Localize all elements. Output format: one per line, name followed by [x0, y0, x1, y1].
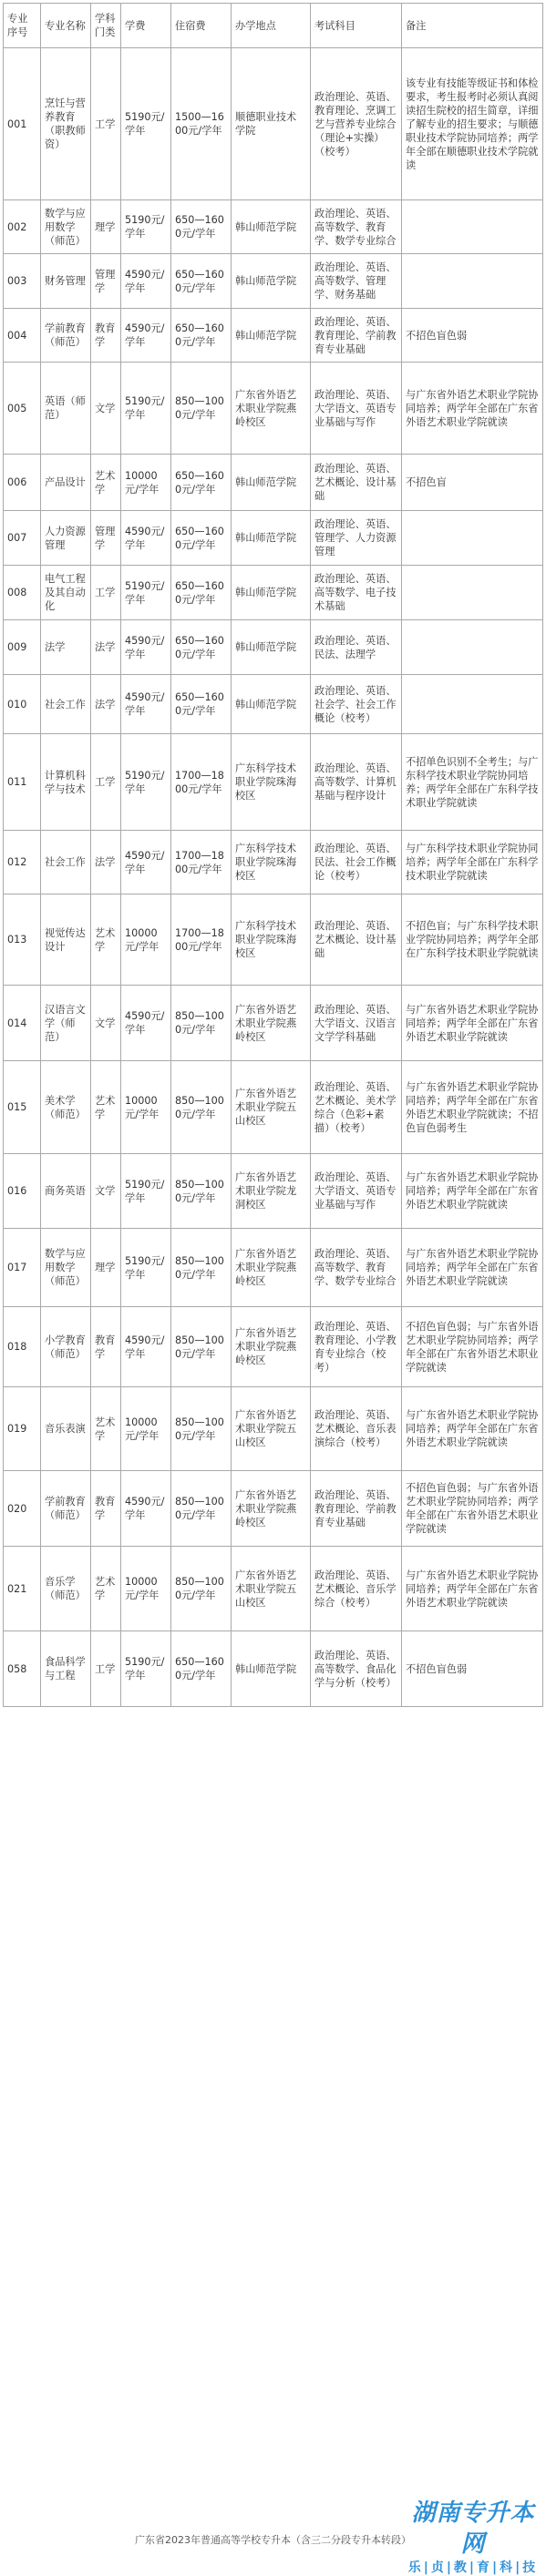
cell-subjects: 政治理论、英语、民法、法理学	[311, 620, 402, 675]
table-header-row	[4, 4, 543, 48]
cell-accommodation: 650—1600元/学年	[171, 455, 232, 511]
cell-accommodation: 850—1000元/学年	[171, 986, 232, 1061]
table-row	[4, 309, 543, 363]
table-row	[4, 1229, 543, 1307]
cell-remarks: 不招色盲色弱	[402, 309, 543, 363]
cell-name: 财务管理	[41, 254, 91, 309]
cell-tuition: 4590元/学年	[121, 1471, 171, 1547]
header-accommodation: 住宿费	[171, 4, 232, 48]
cell-tuition: 4590元/学年	[121, 1307, 171, 1387]
cell-remarks: 不招色盲色弱；与广东省外语艺术职业学院协同培养；两学年全部在广东省外语艺术职业学院就读	[402, 1307, 543, 1387]
cell-remarks	[402, 511, 543, 566]
cell-accommodation: 650—1600元/学年	[171, 566, 232, 620]
cell-tuition: 5190元/学年	[121, 1631, 171, 1707]
cell-subjects: 政治理论、英语、艺术概论、设计基础	[311, 894, 402, 986]
table-row	[4, 455, 543, 511]
cell-category: 文学	[91, 986, 121, 1061]
cell-code: 020	[4, 1471, 41, 1547]
cell-category: 工学	[91, 1631, 121, 1707]
cell-subjects: 政治理论、英语、艺术概论、音乐表演综合（校考）	[311, 1387, 402, 1471]
cell-location: 韩山师范学院	[232, 254, 311, 309]
cell-location: 韩山师范学院	[232, 511, 311, 566]
cell-subjects: 政治理论、英语、教育理论、学前教育专业基础	[311, 1471, 402, 1547]
cell-category: 工学	[91, 566, 121, 620]
cell-code: 016	[4, 1154, 41, 1229]
cell-tuition: 5190元/学年	[121, 363, 171, 455]
cell-code: 058	[4, 1631, 41, 1707]
cell-category: 工学	[91, 48, 121, 200]
cell-subjects: 政治理论、英语、高等数学、管理学、财务基础	[311, 254, 402, 309]
header-location: 办学地点	[232, 4, 311, 48]
cell-remarks	[402, 200, 543, 254]
cell-name: 音乐学（师范）	[41, 1547, 91, 1631]
table-row	[4, 894, 543, 986]
cell-code: 013	[4, 894, 41, 986]
cell-subjects: 政治理论、英语、高等数学、计算机基础与程序设计	[311, 734, 402, 831]
cell-code: 001	[4, 48, 41, 200]
cell-location: 广东科学技术职业学院珠海校区	[232, 831, 311, 894]
table-row	[4, 831, 543, 894]
cell-code: 007	[4, 511, 41, 566]
cell-location: 韩山师范学院	[232, 1631, 311, 1707]
table-row	[4, 254, 543, 309]
cell-accommodation: 850—1000元/学年	[171, 1387, 232, 1471]
cell-name: 美术学（师范）	[41, 1061, 91, 1154]
cell-location: 广东省外语艺术职业学院燕岭校区	[232, 1229, 311, 1307]
header-remarks: 备注	[402, 4, 543, 48]
table-row	[4, 1061, 543, 1154]
table-row	[4, 566, 543, 620]
cell-name: 法学	[41, 620, 91, 675]
cell-code: 021	[4, 1547, 41, 1631]
cell-location: 广东省外语艺术职业学院五山校区	[232, 1387, 311, 1471]
cell-category: 艺术学	[91, 455, 121, 511]
cell-code: 010	[4, 675, 41, 734]
table-row	[4, 363, 543, 455]
cell-accommodation: 650—1600元/学年	[171, 1631, 232, 1707]
cell-name: 产品设计	[41, 455, 91, 511]
cell-category: 文学	[91, 1154, 121, 1229]
cell-tuition: 4590元/学年	[121, 309, 171, 363]
cell-remarks: 不招单色识别不全考生；与广东科学技术职业学院协同培养；两学年全部在广东科学技术职业学院就读	[402, 734, 543, 831]
cell-accommodation: 1700—1800元/学年	[171, 734, 232, 831]
cell-name: 烹饪与营养教育（职教师资）	[41, 48, 91, 200]
cell-subjects: 政治理论、英语、大学语文、英语专业基础与写作	[311, 1154, 402, 1229]
cell-remarks	[402, 620, 543, 675]
cell-accommodation: 850—1000元/学年	[171, 1471, 232, 1547]
cell-subjects: 政治理论、英语、大学语文、英语专业基础与写作	[311, 363, 402, 455]
cell-subjects: 政治理论、英语、高等数学、食品化学与分析（校考）	[311, 1631, 402, 1707]
cell-location: 韩山师范学院	[232, 309, 311, 363]
cell-subjects: 政治理论、英语、艺术概论、设计基础	[311, 455, 402, 511]
cell-tuition: 10000元/学年	[121, 1061, 171, 1154]
cell-location: 广东省外语艺术职业学院燕岭校区	[232, 363, 311, 455]
cell-location: 广东省外语艺术职业学院燕岭校区	[232, 1471, 311, 1547]
cell-subjects: 政治理论、英语、教育理论、烹调工艺与营养专业综合（理论+实操）（校考）	[311, 48, 402, 200]
cell-accommodation: 850—1000元/学年	[171, 1307, 232, 1387]
cell-location: 广东省外语艺术职业学院燕岭校区	[232, 986, 311, 1061]
cell-accommodation: 650—1600元/学年	[171, 254, 232, 309]
table-row	[4, 675, 543, 734]
cell-code: 005	[4, 363, 41, 455]
cell-remarks: 与广东省外语艺术职业学院协同培养；两学年全部在广东省外语艺术职业学院就读	[402, 1229, 543, 1307]
cell-accommodation: 1500—1600元/学年	[171, 48, 232, 200]
table-row	[4, 1307, 543, 1387]
cell-code: 012	[4, 831, 41, 894]
cell-name: 小学教育（师范）	[41, 1307, 91, 1387]
cell-name: 数学与应用数学（师范）	[41, 1229, 91, 1307]
cell-remarks	[402, 254, 543, 309]
cell-tuition: 4590元/学年	[121, 254, 171, 309]
cell-name: 社会工作	[41, 675, 91, 734]
cell-code: 014	[4, 986, 41, 1061]
cell-tuition: 4590元/学年	[121, 620, 171, 675]
cell-remarks	[402, 675, 543, 734]
cell-subjects: 政治理论、英语、大学语文、汉语言文学学科基础	[311, 986, 402, 1061]
cell-category: 教育学	[91, 1307, 121, 1387]
cell-name: 电气工程及其自动化	[41, 566, 91, 620]
cell-location: 韩山师范学院	[232, 455, 311, 511]
cell-code: 009	[4, 620, 41, 675]
cell-category: 艺术学	[91, 1387, 121, 1471]
table-row	[4, 200, 543, 254]
cell-name: 音乐表演	[41, 1387, 91, 1471]
cell-category: 法学	[91, 620, 121, 675]
table-row	[4, 1154, 543, 1229]
table-row	[4, 1547, 543, 1631]
cell-category: 艺术学	[91, 894, 121, 986]
brand-slogan: 乐|贞|教|育|科|技	[407, 2561, 539, 2575]
cell-code: 017	[4, 1229, 41, 1307]
cell-name: 数学与应用数学（师范）	[41, 200, 91, 254]
cell-code: 006	[4, 455, 41, 511]
cell-accommodation: 850—1000元/学年	[171, 1229, 232, 1307]
cell-tuition: 10000元/学年	[121, 894, 171, 986]
caption: 广东省2023年普通高等学校专升本（含三二分段专升本转段）	[135, 2534, 411, 2546]
cell-accommodation: 850—1000元/学年	[171, 1547, 232, 1631]
cell-name: 人力资源管理	[41, 511, 91, 566]
cell-location: 顺德职业技术学院	[232, 48, 311, 200]
cell-accommodation: 650—1600元/学年	[171, 620, 232, 675]
cell-category: 文学	[91, 363, 121, 455]
header-category: 学科门类	[91, 4, 121, 48]
cell-category: 理学	[91, 1229, 121, 1307]
table-row	[4, 511, 543, 566]
cell-category: 艺术学	[91, 1061, 121, 1154]
major-table	[3, 3, 543, 1707]
cell-accommodation: 650—1600元/学年	[171, 309, 232, 363]
cell-tuition: 10000元/学年	[121, 1547, 171, 1631]
cell-code: 011	[4, 734, 41, 831]
table-row	[4, 1387, 543, 1471]
cell-tuition: 4590元/学年	[121, 986, 171, 1061]
cell-remarks: 与广东省外语艺术职业学院协同培养；两学年全部在广东省外语艺术职业学院就读；不招色盲色弱考生	[402, 1061, 543, 1154]
cell-remarks: 与广东省外语艺术职业学院协同培养；两学年全部在广东省外语艺术职业学院就读	[402, 986, 543, 1061]
brand-name: 湖南专升本网	[411, 2499, 535, 2558]
cell-tuition: 4590元/学年	[121, 831, 171, 894]
cell-tuition: 5190元/学年	[121, 734, 171, 831]
cell-code: 019	[4, 1387, 41, 1471]
cell-tuition: 5190元/学年	[121, 1229, 171, 1307]
cell-accommodation: 850—1000元/学年	[171, 1061, 232, 1154]
table-body	[4, 48, 543, 1707]
table-row	[4, 734, 543, 831]
cell-subjects: 政治理论、英语、民法、社会工作概论（校考）	[311, 831, 402, 894]
cell-remarks: 与广东科学技术职业学院协同培养；两学年全部在广东科学技术职业学院就读	[402, 831, 543, 894]
cell-location: 韩山师范学院	[232, 675, 311, 734]
table-row	[4, 48, 543, 200]
cell-name: 商务英语	[41, 1154, 91, 1229]
cell-remarks: 与广东省外语艺术职业学院协同培养；两学年全部在广东省外语艺术职业学院就读	[402, 1547, 543, 1631]
cell-remarks: 不招色盲色弱	[402, 1631, 543, 1707]
cell-location: 韩山师范学院	[232, 566, 311, 620]
cell-location: 韩山师范学院	[232, 200, 311, 254]
cell-tuition: 5190元/学年	[121, 200, 171, 254]
cell-subjects: 政治理论、英语、高等数学、教育学、数学专业综合	[311, 200, 402, 254]
cell-tuition: 5190元/学年	[121, 1154, 171, 1229]
cell-location: 韩山师范学院	[232, 620, 311, 675]
cell-code: 004	[4, 309, 41, 363]
cell-subjects: 政治理论、英语、教育理论、小学教育专业综合（校考）	[311, 1307, 402, 1387]
cell-code: 003	[4, 254, 41, 309]
cell-location: 广东省外语艺术职业学院龙洞校区	[232, 1154, 311, 1229]
cell-name: 汉语言文学（师范）	[41, 986, 91, 1061]
cell-subjects: 政治理论、英语、社会学、社会工作概论（校考）	[311, 675, 402, 734]
cell-accommodation: 1700—1800元/学年	[171, 894, 232, 986]
cell-name: 学前教育（师范）	[41, 309, 91, 363]
cell-tuition: 10000元/学年	[121, 455, 171, 511]
cell-category: 理学	[91, 200, 121, 254]
cell-category: 教育学	[91, 1471, 121, 1547]
cell-name: 英语（师范）	[41, 363, 91, 455]
cell-location: 广东科学技术职业学院珠海校区	[232, 734, 311, 831]
cell-category: 艺术学	[91, 1547, 121, 1631]
cell-remarks: 与广东省外语艺术职业学院协同培养；两学年全部在广东省外语艺术职业学院就读	[402, 1387, 543, 1471]
cell-location: 广东科学技术职业学院珠海校区	[232, 894, 311, 986]
cell-subjects: 政治理论、英语、艺术概论、美术学综合（色彩+素描）（校考）	[311, 1061, 402, 1154]
header-subjects: 考试科目	[311, 4, 402, 48]
cell-remarks	[402, 566, 543, 620]
cell-location: 广东省外语艺术职业学院五山校区	[232, 1061, 311, 1154]
cell-accommodation: 850—1000元/学年	[171, 1154, 232, 1229]
cell-accommodation: 850—1000元/学年	[171, 363, 232, 455]
cell-subjects: 政治理论、英语、高等数学、教育学、数学专业综合	[311, 1229, 402, 1307]
cell-category: 法学	[91, 675, 121, 734]
cell-remarks: 与广东省外语艺术职业学院协同培养；两学年全部在广东省外语艺术职业学院就读	[402, 1154, 543, 1229]
cell-remarks: 不招色盲；与广东科学技术职业学院协同培养；两学年全部在广东科学技术职业学院就读	[402, 894, 543, 986]
cell-name: 计算机科学与技术	[41, 734, 91, 831]
cell-tuition: 5190元/学年	[121, 48, 171, 200]
cell-category: 教育学	[91, 309, 121, 363]
cell-accommodation: 1700—1800元/学年	[171, 831, 232, 894]
cell-name: 视觉传达设计	[41, 894, 91, 986]
cell-code: 002	[4, 200, 41, 254]
cell-accommodation: 650—1600元/学年	[171, 511, 232, 566]
cell-name: 食品科学与工程	[41, 1631, 91, 1707]
table-row	[4, 1471, 543, 1547]
cell-tuition: 4590元/学年	[121, 511, 171, 566]
cell-subjects: 政治理论、英语、管理学、人力资源管理	[311, 511, 402, 566]
cell-tuition: 10000元/学年	[121, 1387, 171, 1471]
cell-tuition: 4590元/学年	[121, 675, 171, 734]
cell-category: 管理学	[91, 254, 121, 309]
cell-remarks: 该专业有技能等级证书和体检要求，考生报考时必须认真阅读招生院校的招生简章，详细了解专业的招生要求；与顺德职业技术学院协同培养；两学年全部在顺德职业技术学院就读	[402, 48, 543, 200]
cell-name: 学前教育（师范）	[41, 1471, 91, 1547]
cell-code: 008	[4, 566, 41, 620]
cell-remarks: 与广东省外语艺术职业学院协同培养；两学年全部在广东省外语艺术职业学院就读	[402, 363, 543, 455]
cell-tuition: 5190元/学年	[121, 566, 171, 620]
table-row	[4, 986, 543, 1061]
cell-category: 工学	[91, 734, 121, 831]
cell-code: 018	[4, 1307, 41, 1387]
cell-subjects: 政治理论、英语、教育理论、学前教育专业基础	[311, 309, 402, 363]
header-tuition: 学费	[121, 4, 171, 48]
header-name: 专业名称	[41, 4, 91, 48]
cell-accommodation: 650—1600元/学年	[171, 200, 232, 254]
cell-location: 广东省外语艺术职业学院五山校区	[232, 1547, 311, 1631]
cell-category: 法学	[91, 831, 121, 894]
cell-name: 社会工作	[41, 831, 91, 894]
cell-subjects: 政治理论、英语、艺术概论、音乐学综合（校考）	[311, 1547, 402, 1631]
cell-subjects: 政治理论、英语、高等数学、电子技术基础	[311, 566, 402, 620]
cell-location: 广东省外语艺术职业学院燕岭校区	[232, 1307, 311, 1387]
cell-code: 015	[4, 1061, 41, 1154]
table-row	[4, 1631, 543, 1707]
cell-remarks: 不招色盲	[402, 455, 543, 511]
cell-category: 管理学	[91, 511, 121, 566]
cell-remarks: 不招色盲色弱；与广东省外语艺术职业学院协同培养；两学年全部在广东省外语艺术职业学院就读	[402, 1471, 543, 1547]
cell-accommodation: 650—1600元/学年	[171, 675, 232, 734]
table-row	[4, 620, 543, 675]
header-code: 专业序号	[4, 4, 41, 48]
